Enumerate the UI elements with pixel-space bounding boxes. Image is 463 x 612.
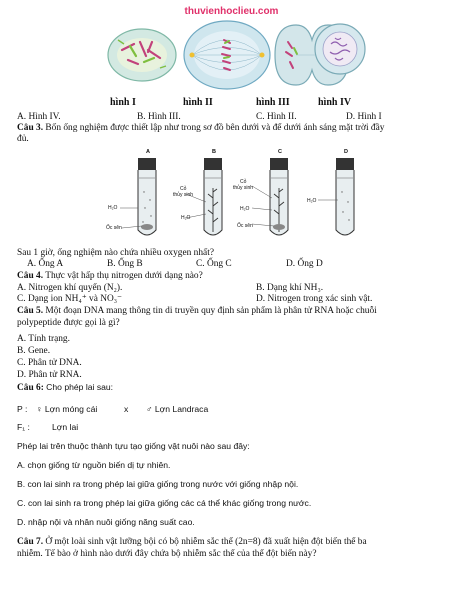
tube-c-snail-label: Ốc sên (237, 223, 253, 229)
figure-label-4: hình IV (318, 97, 352, 108)
q3-question: Sau 1 giờ, ống nghiệm nào chứa nhiều oxygen nhất? (17, 248, 214, 258)
figure-label-1: hình I (110, 97, 136, 108)
q5-option-b: B. Gene. (17, 346, 51, 356)
tube-b-plant-label-2: thủy sinh (173, 192, 194, 198)
q6-p-label: P : (17, 404, 28, 414)
q5-stem-line-1 (17, 306, 377, 317)
q7-text-1: Ở một loài sinh vật lưỡng bội có bộ nhiễm sắc thể (2n=8) đã xuất hiện đột biến thể ba (45, 537, 367, 547)
q5-option-d: D. Phân tử RNA. (17, 370, 82, 380)
q6-option-d: D. nhập nội và nhân nuôi giống năng suất cao. (17, 517, 195, 527)
q6-female: ♀ Lợn móng cái (36, 404, 98, 414)
tube-a (138, 158, 156, 235)
watermark: thuvienhoclieu.com (184, 6, 279, 17)
q4-option-a: A. Nitrogen khí quyển (N₂). (17, 283, 123, 293)
q6-text: Cho phép lai sau: (46, 382, 114, 392)
q5-text-1: Một đoạn DNA mang thông tin di truyền quy định sản phẩm là phân tử RNA hoặc chuỗi (45, 306, 377, 316)
q4-stem (17, 271, 203, 282)
q4-label: Câu 4. (17, 271, 44, 281)
q3-option-c: C. Ống C (196, 259, 232, 269)
q3-option-b: B. Ống B (107, 259, 143, 269)
q7-stem-line-1 (17, 537, 367, 548)
q6-label: Câu 6: (17, 383, 44, 393)
q6-option-a: A. chọn giống từ nguồn biến dị tự nhiên. (17, 460, 171, 470)
tube-b-plant-label-1: Cỏ (180, 186, 187, 192)
tube-c (270, 158, 288, 235)
q3-label: Câu 3. (17, 123, 44, 133)
tube-letter-c: C (278, 149, 282, 155)
q6-option-c: C. con lai sinh ra trong phép lai giữa giống các cá thể khác giống trong nước. (17, 498, 312, 508)
cell-image-4-svg (313, 22, 367, 76)
q6-cross: x (124, 404, 129, 414)
q5-option-c: C. Phân tử DNA. (17, 358, 82, 368)
q6-option-b: B. con lai sinh ra trong phép lai giữa giống trong nước với giống nhập nội. (17, 479, 299, 489)
q5-text-2: polypeptide được gọi là gì? (17, 318, 120, 328)
cell-image-1 (108, 29, 176, 81)
q5-label: Câu 5. (17, 306, 44, 316)
q3-option-d: D. Ống D (286, 259, 323, 269)
test-tubes-figure (100, 148, 360, 243)
tube-letter-b: B (212, 149, 216, 155)
q6-question: Phép lai trên thuộc thành tựu tạo giống vật nuôi nào sau đây: (17, 441, 250, 451)
tube-a-water-label: H₂O (108, 205, 118, 211)
q4-option-b: B. Dạng khí NH₃. (256, 283, 324, 293)
q2-option-c: C. Hình II. (256, 112, 297, 122)
tube-c-plant-label-2: thủy sinh (233, 185, 254, 191)
cell-image-2 (184, 21, 270, 89)
tube-d-water-label: H₂O (307, 198, 317, 204)
q4-text: Thực vật hấp thụ nitrogen dưới dạng nào? (45, 271, 203, 281)
tube-c-plant-label-1: Cỏ (240, 179, 247, 185)
q2-option-a: A. Hình IV. (17, 112, 61, 122)
q6-f1-label: F₁ : (17, 422, 30, 432)
figure-label-2: hình II (183, 97, 213, 108)
q4-option-d: D. Nitrogen trong xác sinh vật. (256, 294, 373, 304)
q6-male: ♂ Lợn Landraca (146, 404, 209, 414)
q4-option-c: C. Dạng ion NH₄⁺ và NO₃⁻ (17, 294, 122, 304)
tube-b-water-label: H₂O (181, 215, 191, 221)
tube-d (336, 158, 354, 235)
q3-stem-line-1 (17, 123, 384, 134)
tube-letter-d: D (344, 149, 348, 155)
q5-option-a: A. Tính trạng. (17, 334, 70, 344)
tube-b (204, 158, 222, 235)
tube-a-snail-label: Ốc sên (106, 225, 122, 231)
figure-label-3: hình III (256, 97, 290, 108)
q6-stem (17, 382, 113, 394)
q2-option-b: B. Hình III. (137, 112, 181, 122)
q3-option-a: A. Ống A (27, 259, 64, 269)
q7-text-2: nhiễm. Tế bào ở hình nào dưới đây chứa bộ nhiễm sắc thể của thể đột biến này? (17, 549, 317, 559)
q3-text-1: Bốn ống nghiệm được thiết lập như trong sơ đồ bên dưới và để dưới ánh sáng mặt trời đầy (45, 123, 385, 133)
q2-option-d: D. Hình I (346, 112, 382, 122)
tube-c-water-label: H₂O (240, 206, 250, 212)
q7-label: Câu 7. (17, 537, 44, 547)
q6-f1-value: Lợn lai (52, 422, 79, 432)
tube-letter-a: A (146, 149, 150, 155)
q3-text-2: đủ. (17, 134, 29, 144)
